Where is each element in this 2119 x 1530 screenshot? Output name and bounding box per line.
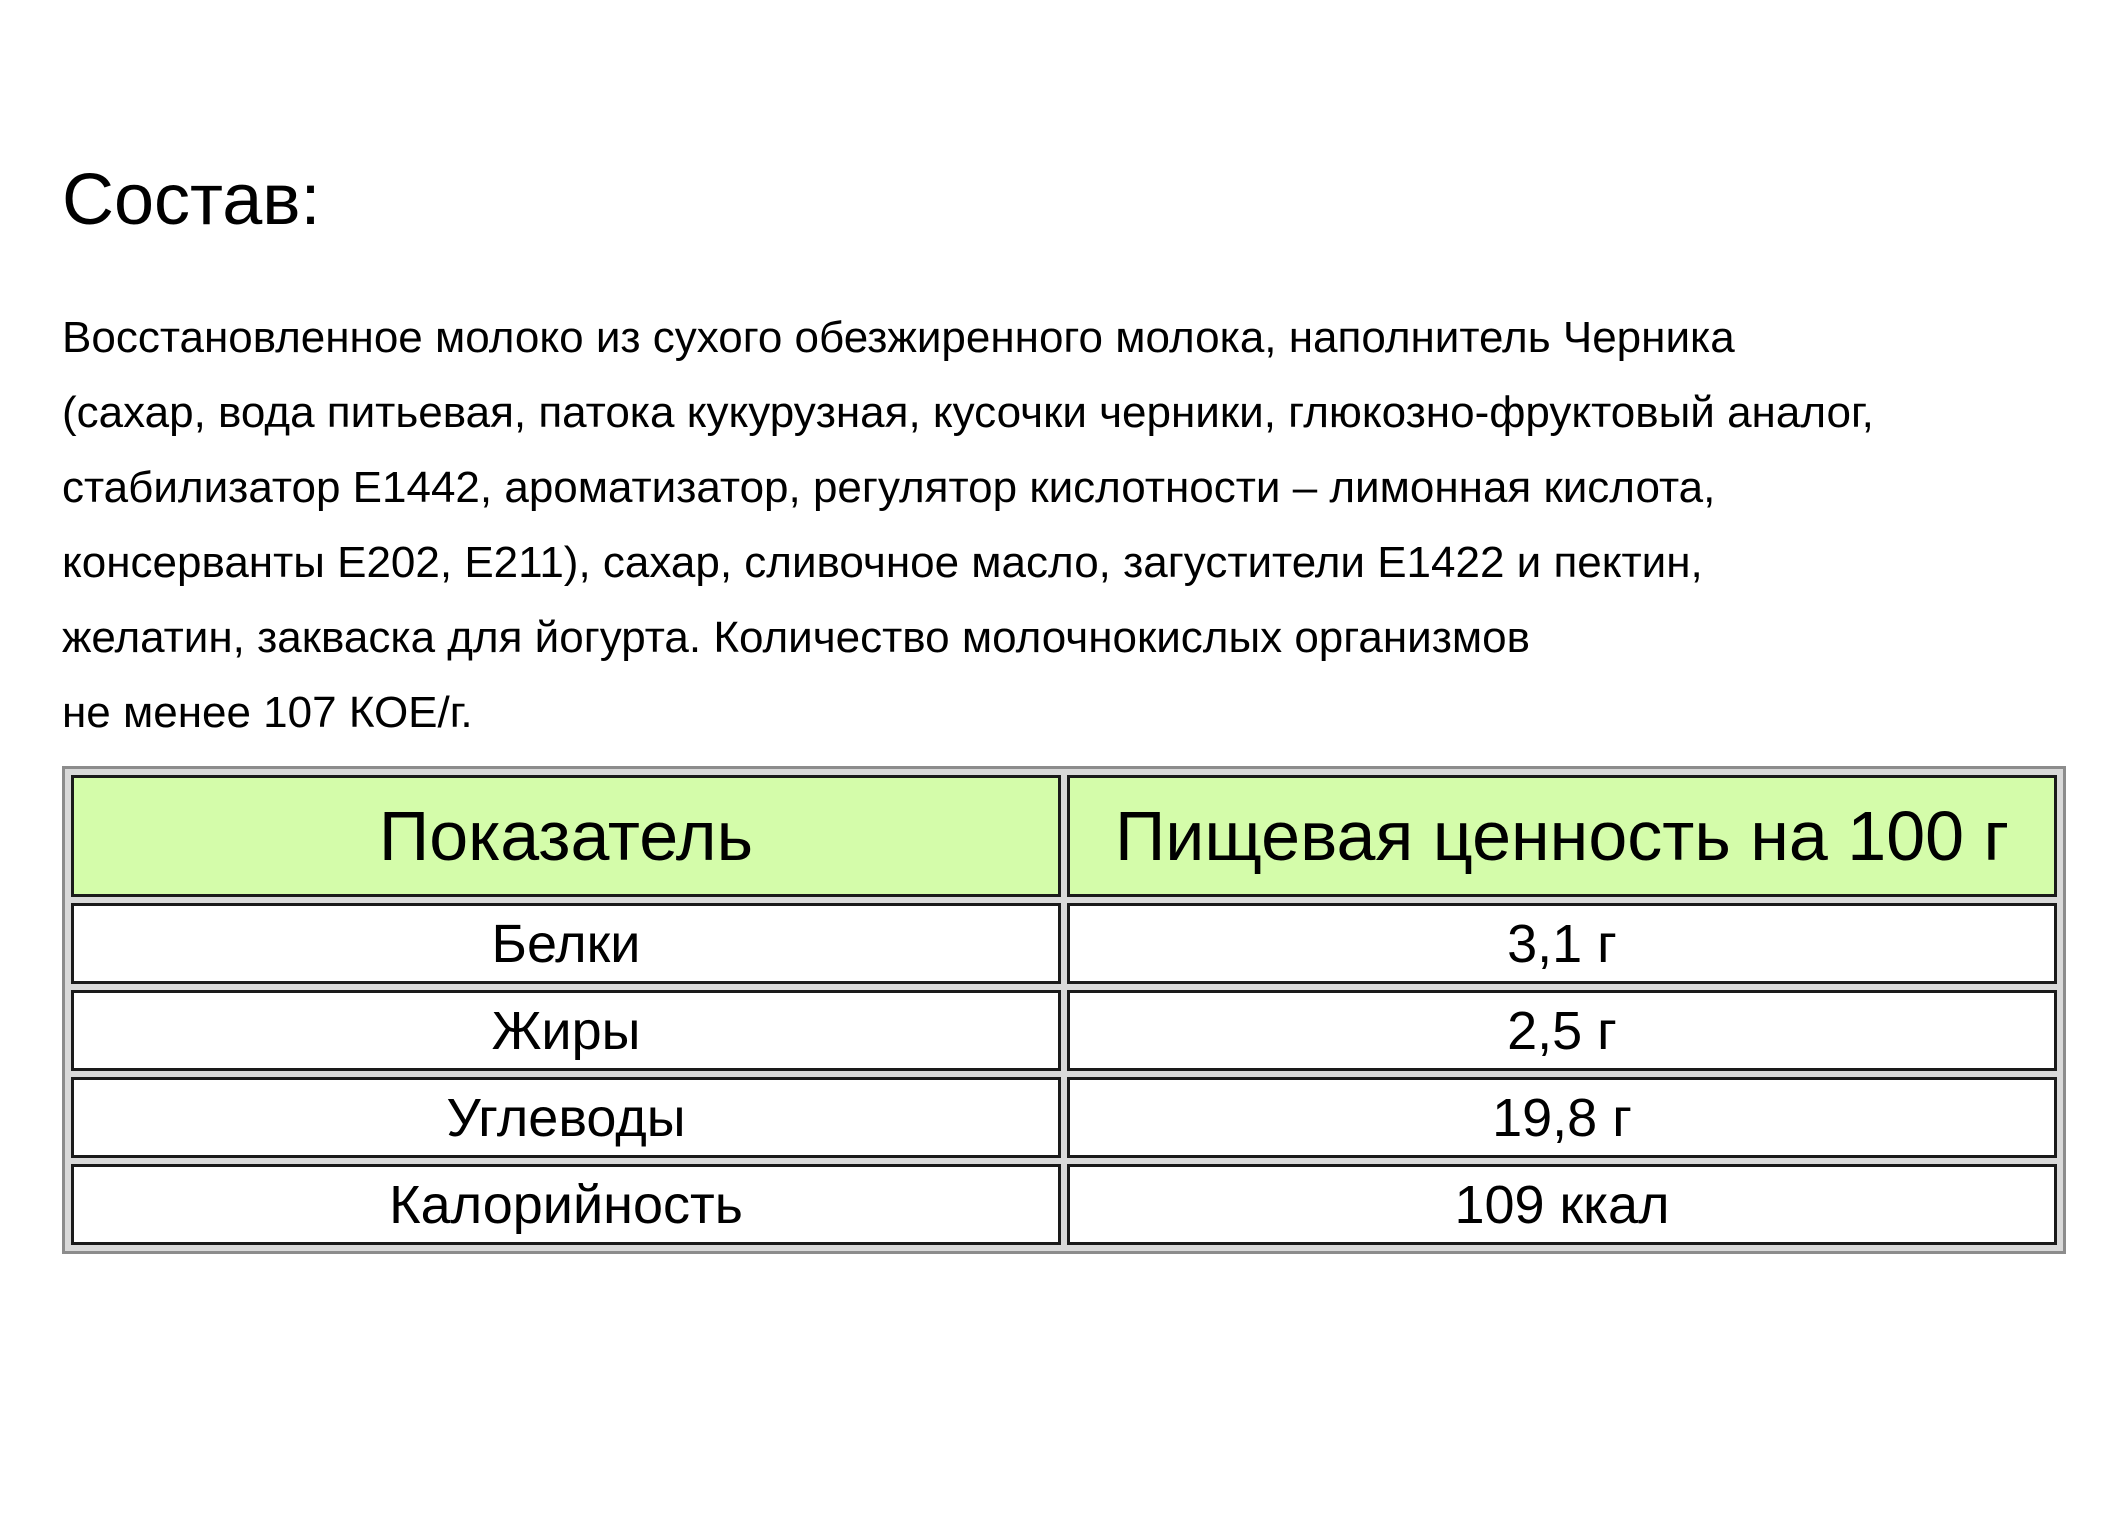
table-row — [71, 990, 2057, 1071]
header-nutritional-value: Пищевая ценность на 100 г — [1067, 775, 2057, 897]
row-value-carbs: 19,8 г — [1067, 1077, 2057, 1158]
header-indicator: Показатель — [71, 775, 1061, 897]
row-name-protein: Белки — [71, 903, 1061, 984]
composition-heading: Состав: — [62, 160, 321, 240]
table-header-row — [71, 775, 2057, 897]
row-value-protein: 3,1 г — [1067, 903, 2057, 984]
composition-line: (сахар, вода питьевая, патока кукурузная, кусочки черники, глюкозно-фруктовый аналог, — [62, 388, 1874, 437]
composition-line: стабилизатор Е1442, ароматизатор, регулятор кислотности – лимонная кислота, — [62, 463, 1716, 512]
table-row — [71, 1164, 2057, 1245]
composition-line: желатин, закваска для йогурта. Количество молочнокислых организмов — [62, 613, 1530, 662]
row-name-carbs: Углеводы — [71, 1077, 1061, 1158]
row-name-calories: Калорийность — [71, 1164, 1061, 1245]
table-row — [71, 903, 2057, 984]
row-name-fat: Жиры — [71, 990, 1061, 1071]
composition-line: Восстановленное молоко из сухого обезжиренного молока, наполнитель Черника — [62, 313, 1735, 362]
table-row — [71, 1077, 2057, 1158]
composition-line: не менее 107 КОЕ/г. — [62, 688, 473, 737]
composition-line: консерванты Е202, Е211), сахар, сливочное масло, загустители Е1422 и пектин, — [62, 538, 1703, 587]
row-value-calories: 109 ккал — [1067, 1164, 2057, 1245]
row-value-fat: 2,5 г — [1067, 990, 2057, 1071]
nutrition-table — [62, 766, 2066, 1254]
composition-text — [62, 300, 2092, 750]
